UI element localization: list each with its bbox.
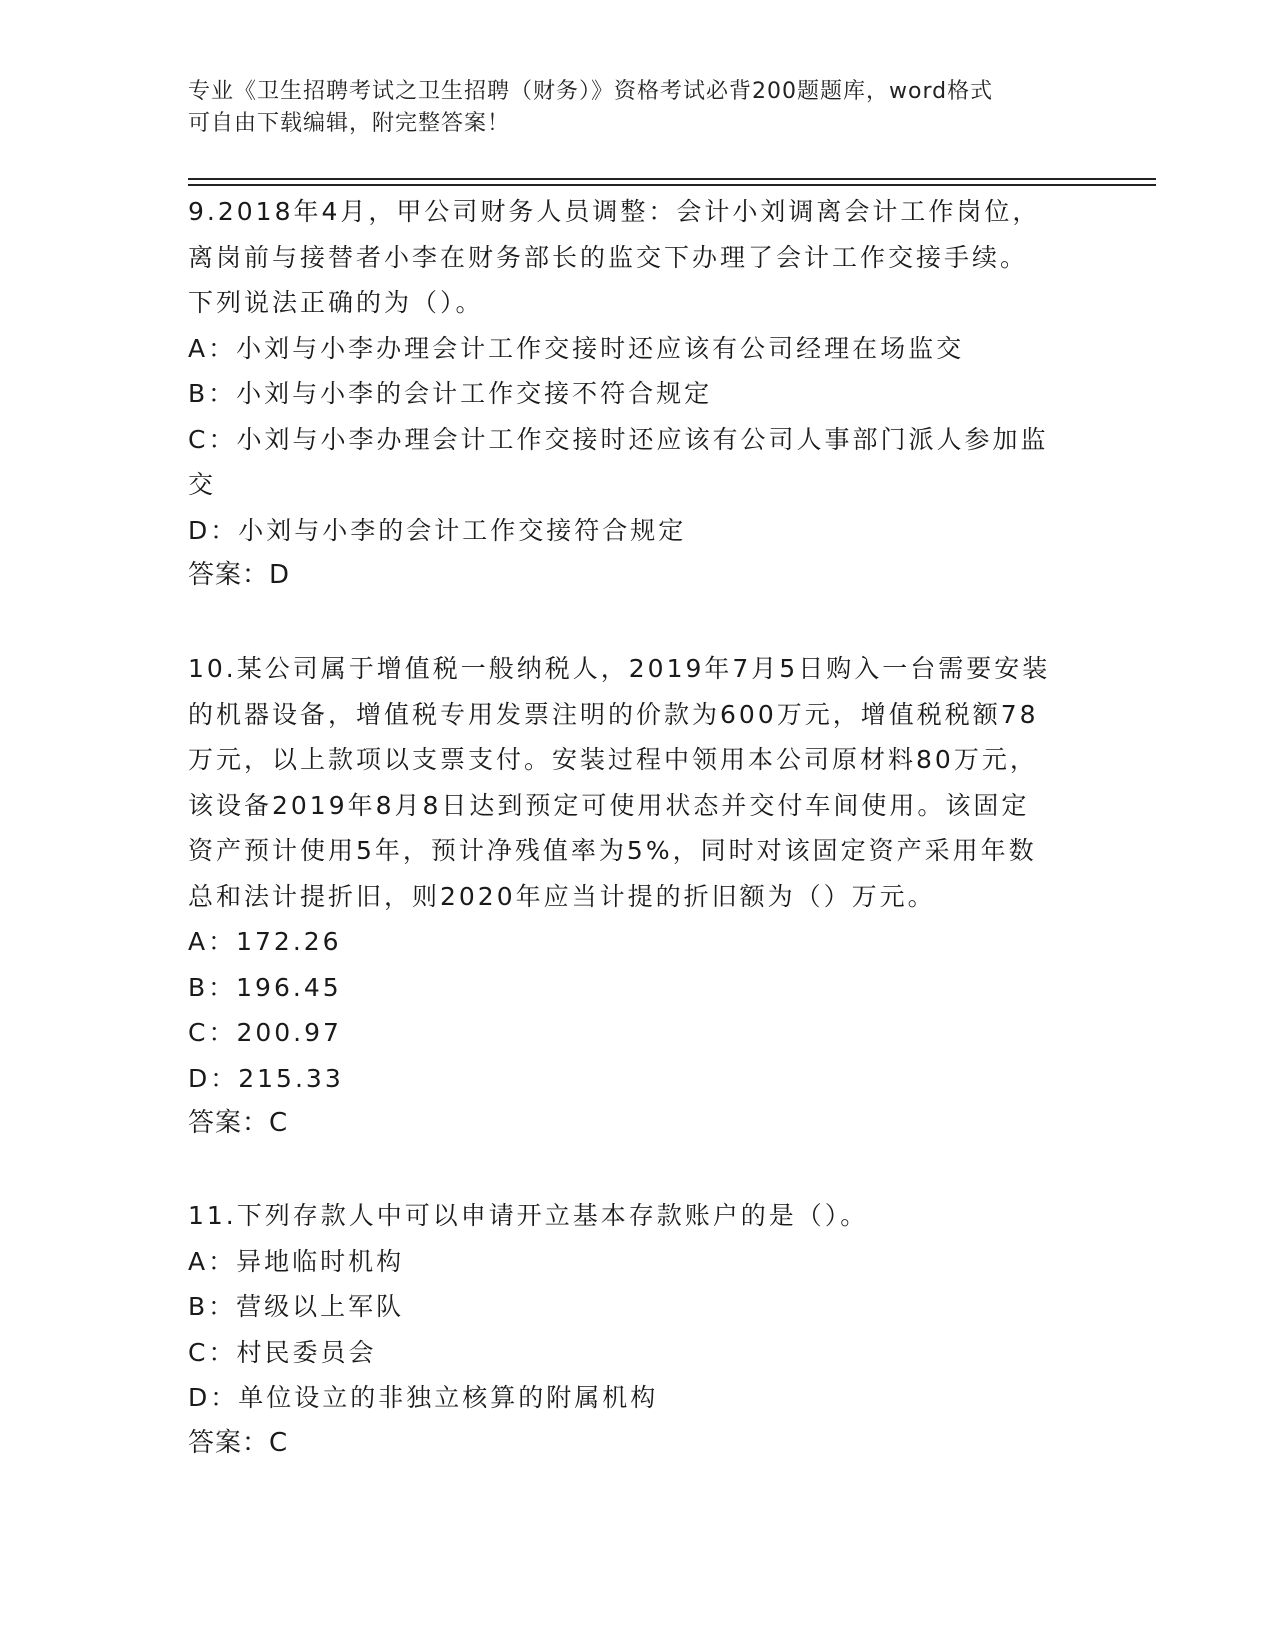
- option-d: D：215.33: [188, 1063, 344, 1093]
- answer-label: 答案：C: [188, 1108, 289, 1138]
- question-stem: 11.下列存款人中可以申请开立基本存款账户的是（）。: [188, 1201, 869, 1230]
- question-stem: 下列说法正确的为（）。: [188, 288, 484, 317]
- question-block: [188, 1193, 1088, 1466]
- option-c: C：村民委员会: [188, 1337, 377, 1367]
- question-stem: 9.2018年4月，甲公司财务人员调整：会计小刘调离会计工作岗位，: [188, 197, 1041, 226]
- question-block: [188, 646, 1088, 1147]
- question-stem: 资产预计使用5年，预计净残值率为5%，同时对该固定资产采用年数: [188, 836, 1037, 865]
- option-d: D：单位设立的非独立核算的附属机构: [188, 1383, 659, 1412]
- question-stem: 总和法计提折旧，则2020年应当计提的折旧额为（）万元。: [188, 881, 936, 911]
- option-a: A：172.26: [188, 927, 342, 956]
- option-a: A：异地临时机构: [188, 1246, 405, 1276]
- option-c: C：小刘与小李办理会计工作交接时还应该有公司人事部门派人参加监: [188, 424, 1049, 454]
- option-b: B：小刘与小李的会计工作交接不符合规定: [188, 379, 713, 408]
- option-c-continued: 交: [188, 470, 217, 499]
- answer-label: 答案：C: [188, 1427, 289, 1458]
- option-a: A：小刘与小李办理会计工作交接时还应该有公司经理在场监交: [188, 333, 965, 363]
- header-divider: [188, 184, 1156, 186]
- document-header: [188, 76, 1088, 140]
- header-line: 专业《卫生招聘考试之卫生招聘（财务）》资格考试必背200题题库，word格式: [188, 79, 994, 104]
- option-b: B：196.45: [188, 972, 342, 1002]
- header-divider: [188, 178, 1156, 180]
- option-d: D：小刘与小李的会计工作交接符合规定: [188, 515, 687, 545]
- option-b: B：营级以上军队: [188, 1292, 405, 1321]
- option-c: C：200.97: [188, 1018, 342, 1047]
- header-line: 可自由下载编辑，附完整答案！: [188, 111, 511, 136]
- question-stem: 该设备2019年8月8日达到预定可使用状态并交付车间使用。该固定: [188, 790, 1030, 820]
- question-stem: 10.某公司属于增值税一般纳税人，2019年7月5日购入一台需要安装: [188, 654, 1051, 683]
- question-stem: 的机器设备，增值税专用发票注明的价款为600万元，增值税税额78: [188, 699, 1039, 729]
- question-stem: 离岗前与接替者小李在财务部长的监交下办理了会计工作交接手续。: [188, 242, 1029, 272]
- question-block: [188, 189, 1088, 599]
- question-stem: 万元，以上款项以支票支付。安装过程中领用本公司原材料80万元，: [188, 745, 1038, 774]
- answer-label: 答案：D: [188, 560, 291, 590]
